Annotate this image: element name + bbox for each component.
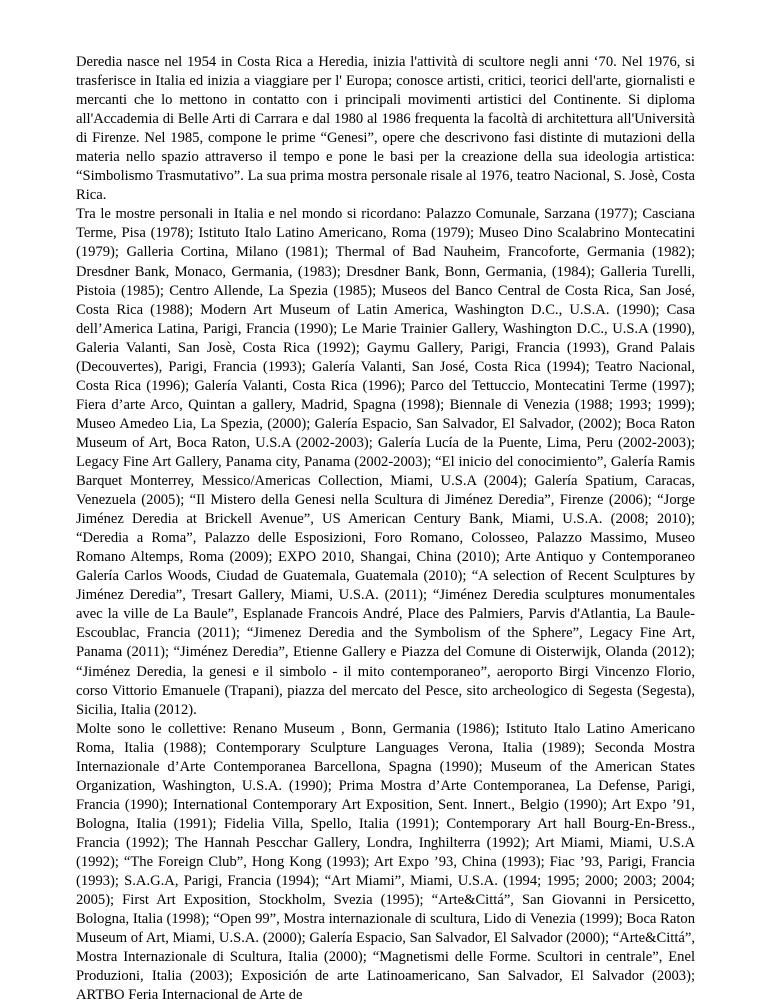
paragraph-solo-exhibitions: Tra le mostre personali in Italia e nel mondo si ricordano: Palazzo Comunale, Sarzana (1977); Casciana Terme, Pisa (1978); Istituto Italo Latino Americano, Roma (1979); Museo Dino Scalabrino Montecatini (1979); Galleria Cortina, Milano (1981); Thermal of Bad Nauheim, Francoforte, Germania (1982); Dresdner Bank, Monaco, Germania, (1983); Dresdner Bank, Bonn, Germania, (1984); Galleria Turelli, Pistoia (1985); Centro Allende, La Spezia (1985); Museos del Banco Central de Costa Rica, San José, Costa Rica (1988); Modern Art Museum of Latin America, Washington D.C., U.S.A. (1990); Casa dell’America Latina, Parigi, Francia (1990); Le Marie Trainier Gallery, Washington D.C., U.S.A (1990), Galeria Valanti, San Josè, Costa Rica (1992); Gaymu Gallery, Parigi, Francia (1993), Grand Palais (Decouvertes), Parigi, Francia (1993); Galería Valanti, San José, Costa Rica (1994); Teatro Nacional, Costa Rica (1996); Galería Valanti, Costa Rica (1996); Parco del Tettuccio, Montecatini Terme (1997); Fiera d’arte Arco, Quintan a gallery, Madrid, Spagna (1998); Biennale di Venezia (1988; 1993; 1999); Museo Amedeo Lia, La Spezia, (2000); Galería Espacio, San Salvador, El Salvador, (2002); Boca Raton Museum of Art, Boca Raton, U.S.A (2002-2003); Galería Lucía de la Puente, Lima, Peru (2002-2003); Legacy Fine Art Gallery, Panama city, Panama (2002-2003); “El inicio del conocimiento”, Galería Ramis Barquet Monterrey, Messico/Americas Collection, Miami, U.S.A (2004); Galería Spatium, Caracas, Venezuela (2005); “Il Mistero della Genesi nella Scultura di Jiménez Deredia”, Firenze (2006); “Jorge Jiménez Deredia at Brickell Avenue”, US American Century Bank, Miami, U.S.A. (2008; 2010); “Deredia a Roma”, Palazzo delle Esposizioni, Foro Romano, Colosseo, Palazzo Massimo, Museo Romano Altemps, Roma (2009); EXPO 2010, Shangai, China (2010); Arte Antiquo y Contemporaneo Galería Carlos Woods, Ciudad de Guatemala, Guatemala (2010); “A selection of Recent Sculptures by Jiménez Deredia”, Tresart Gallery, Miami, U.S.A. (2011); “Jiménez Deredia sculptures monumentales avec la ville de La Baule”, Esplanade Francois André, Place des Palmiers, Parvis d'Atlantia, La Baule-Escoublac, Francia (2011); “Jimenez Deredia and the Symbolism of the Sphere”, Legacy Fine Art, Panama (2011); “Jiménez Deredia”, Etienne Gallery e Piazza del Comune di Oisterwijk, Olanda (2012); “Jiménez Deredia, la genesi e il simbolo - il mito contemporaneo”, aeroporto Birgi Vincenzo Florio, corso Vittorio Emanuele (Trapani), piazza del mercato del Pesce, sito archeologico di Segesta (Segesta), Sicilia, Italia (2012). [76, 206, 695, 718]
paragraph-group-exhibitions: Molte sono le collettive: Renano Museum , Bonn, Germania (1986); Istituto Italo Latino Americano Roma, Italia (1988); Contemporary Sculpture Languages Verona, Italia (1989); Seconda Mostra Internazionale d’Arte Contemporanea Barcellona, Spagna (1990); Museum of the American States Organization, Washington, U.S.A. (1990); Prima Mostra d’Arte Contemporanea, La Defense, Parigi, Francia (1990); International Contemporary Art Exposition, Sent. Innert., Belgio (1990); Art Expo ’91, Bologna, Italia (1991); Fidelia Villa, Spello, Italia (1991); Contemporary Art hall Bourg-En-Bress., Francia (1992); The Hannah Pescchar Gallery, Londra, Inghilterra (1992); Art Miami, Miami, U.S.A (1992); “The Foreign Club”, Hong Kong (1993); Art Expo ’93, China (1993); Fiac ’93, Parigi, Francia (1993); S.A.G.A, Parigi, Francia (1994); “Art Miami”, Miami, U.S.A. (1994; 1995; 2000; 2003; 2004; 2005); First Art Exposition, Stockholm, Svezia (1995); “Arte&Cittá”, San Giovanni in Persicetto, Bologna, Italia (1998); “Open 99”, Mostra internazionale di scultura, Lido di Venezia (1999); Boca Raton Museum of Art, Miami, U.S.A. (2000); Galería Espacio, San Salvador, El Salvador (2000); “Arte&Cittá”, Mostra Internazionale di Scultura, Italia (2000); “Magnetismi delle Forme. Scultori in centrale”, Enel Produzioni, Italia (2003); Exposición de arte Latinoamericano, San Salvador, El Salvador (2003); ARTBO Feria Internacional de Arte de [76, 720, 695, 1004]
paragraph-biography: Deredia nasce nel 1954 in Costa Rica a Heredia, inizia l'attività di scultore negli anni ‘70. Nel 1976, si trasferisce in Italia ed inizia a viaggiare per l' Europa; conosce artisti, critici, teorici dell'arte, giornalisti e mercanti che lo mettono in contatto con i principali movimenti artistici del Continente. Si diploma all'Accademia di Belle Arti di Carrara e dal 1980 al 1986 frequenta la facoltà di architettura all'Università di Firenze. Nel 1985, compone le prime “Genesi”, opere che descrivono fasi distinte di mutazioni della materia nello spazio attraverso il tempo e pone le basi per la creazione della sua ideologia artistica: “Simbolismo Trasmutativo”. La sua prima mostra personale risale al 1976, teatro Nacional, S. Josè, Costa Rica. [76, 54, 695, 204]
